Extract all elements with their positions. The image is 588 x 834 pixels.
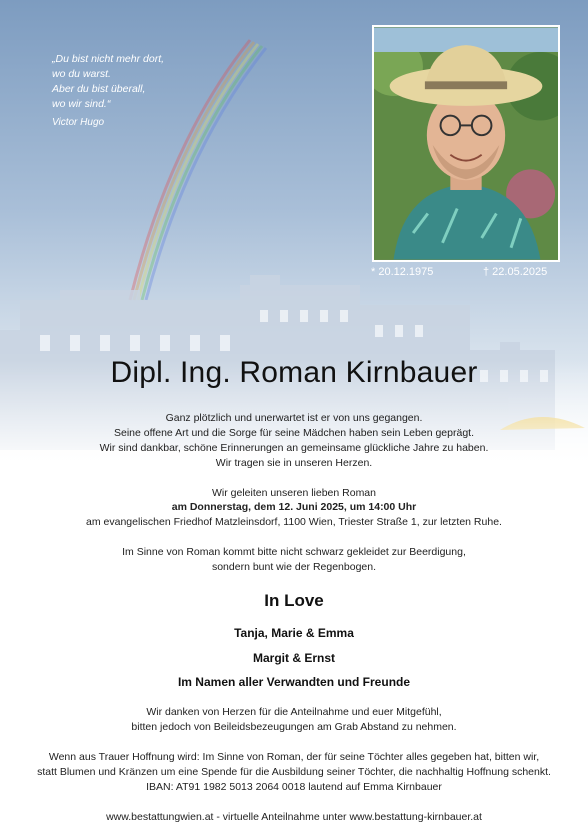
intro-line: Ganz plötzlich und unerwartet ist er von uns gegangen. <box>165 412 423 424</box>
birth-date: * 20.12.1975 <box>371 266 434 278</box>
deceased-name: Dipl. Ing. Roman Kirnbauer <box>110 356 478 389</box>
thanks-line: bitten jedoch von Beileidsbezeugungen am Grab Abstand zu nehmen. <box>131 721 457 733</box>
funeral-intro: Wir geleiten unseren lieben Roman <box>211 487 376 499</box>
donation-line: Wenn aus Trauer Hoffnung wird: Im Sinne von Roman, der für seine Töchter alles gegeben hat, bitten wir, <box>48 751 540 763</box>
quote-line: wo wir sind.“ <box>52 98 111 110</box>
family-line: Margit & Ernst <box>252 651 335 665</box>
family-line: Im Namen aller Verwandten und Freunde <box>177 675 411 689</box>
family-line: Tanja, Marie & Emma <box>234 626 354 640</box>
donation-line: IBAN: AT91 1982 5013 2064 0018 lautend auf Emma Kirnbauer <box>146 781 442 793</box>
intro-line: Wir sind dankbar, schöne Erinnerungen an gemeinsame glückliche Jahre zu haben. <box>99 442 489 454</box>
quote <box>52 52 202 112</box>
donation-line: statt Blumen und Kränzen um eine Spende für die Ausbildung seiner Töchter, die nachhaltig Hoffnung schenkt. <box>37 766 551 778</box>
dress-code-line: sondern bunt wie der Regenbogen. <box>211 561 377 573</box>
death-date: † 22.05.2025 <box>483 266 548 278</box>
funeral-date: am Donnerstag, dem 12. Juni 2025, um 14:00 Uhr <box>171 501 417 513</box>
intro-line: Seine offene Art und die Sorge für seine Mädchen haben sein Leben geprägt. <box>114 427 474 439</box>
quote-line: wo du warst. <box>52 68 111 80</box>
quote-line: Aber du bist überall, <box>52 83 146 95</box>
thanks-line: Wir danken von Herzen für die Anteilnahme und euer Mitgefühl, <box>146 706 442 718</box>
portrait-photo <box>372 25 560 262</box>
funeral-location: am evangelischen Friedhof Matzleinsdorf, 1100 Wien, Triester Straße 1, zur letzten Ruhe. <box>86 516 502 528</box>
intro-line: Wir tragen sie in unseren Herzen. <box>215 457 373 469</box>
footer-links[interactable]: www.bestattungwien.at - virtuelle Anteilnahme unter www.bestattung-kirnbauer.at <box>106 811 482 823</box>
quote-line: „Du bist nicht mehr dort, <box>52 53 165 65</box>
dress-code-line: Im Sinne von Roman kommt bitte nicht schwarz gekleidet zur Beerdigung, <box>122 546 466 558</box>
in-love-heading: In Love <box>264 591 324 610</box>
quote-author: Victor Hugo <box>52 117 105 128</box>
